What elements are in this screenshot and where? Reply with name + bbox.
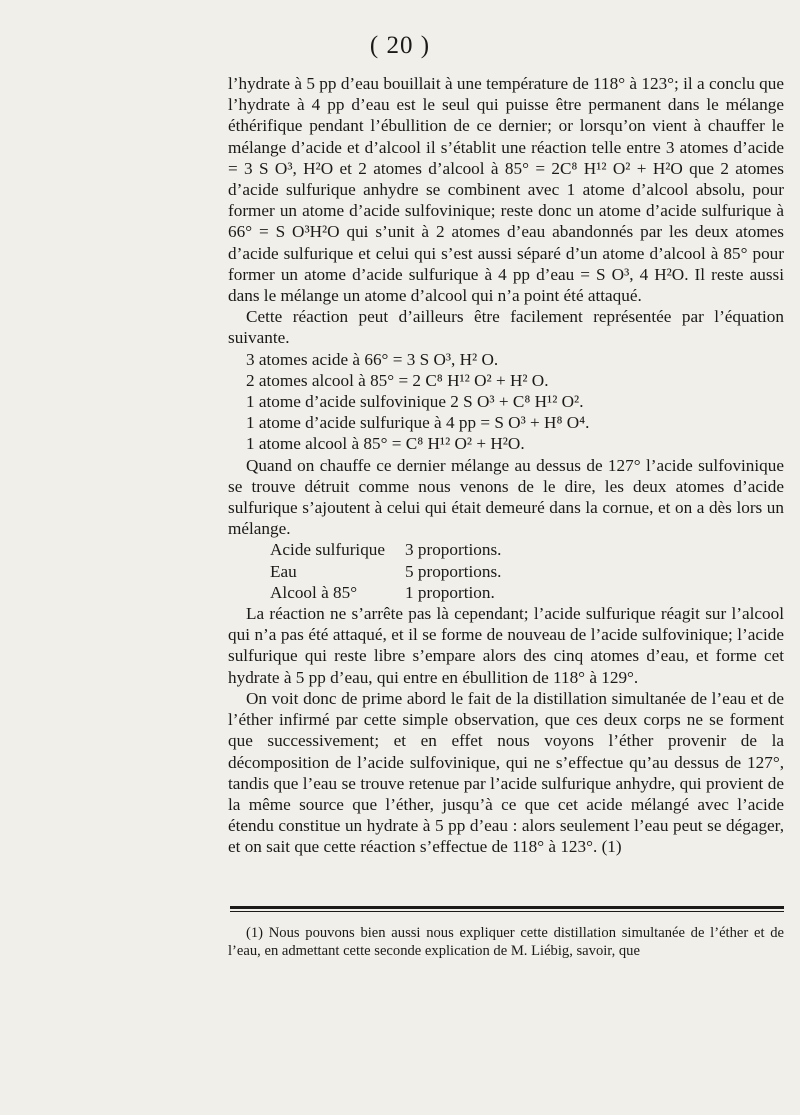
- mixture-name: Acide sulfurique: [270, 540, 386, 560]
- equation-list: [228, 349, 784, 455]
- equation-line: 1 atome alcool à 85° = C⁸ H¹² O² + H²O.: [246, 434, 525, 454]
- footnote: (1) Nous pouvons bien aussi nous expliquer cette distillation simultanée de l’éther et de l’eau, en admettant cette seconde explication de M. Liébig, savoir, que: [228, 925, 784, 959]
- equation-line: 3 atomes acide à 66° = 3 S O³, H² O.: [246, 349, 499, 369]
- paragraph-3: Quand on chauffe ce dernier mélange au dessus de 127° l’acide sulfovinique se trouve détruit comme nous venons de le dire, les deux atomes d’acide sulfurique s’ajoutent à celui qui était demeuré dans la cornue, et on a dès lors un mélange.: [228, 455, 784, 539]
- mixture-amount: 3 proportions.: [405, 540, 502, 560]
- main-text: [228, 73, 784, 858]
- equation-line: 1 atome d’acide sulfovinique 2 S O³ + C⁸ H¹² O².: [246, 392, 584, 412]
- paragraph-4: La réaction ne s’arrête pas là cependant; l’acide sulfurique réagit sur l’alcool qui n’a pas été attaqué, et il se forme de nouveau de l’acide sulfovinique; l’acide sulfurique qui reste libre s’empare alors des cinq atomes d’eau, et forme cet hydrate à 5 pp d’eau, qui entre en ébullition de 118° à 129°.: [228, 604, 784, 687]
- page-number: ( 20 ): [369, 32, 431, 59]
- paragraph-1: l’hydrate à 5 pp d’eau bouillait à une température de 118° à 123°; il a conclu que l’hydrate à 4 pp d’eau est le seul qui puisse être permanent dans le mélange éthérifique pendant l’ébullition de ce dernier; or lorsqu’on vient à chauffer le mélange d’acide et d’alcool il s’établit une réaction telle entre 3 atomes d’acide = 3 S O³, H²O et 2 atomes d’alcool à 85° = 2C⁸ H¹² O² + H²O que 2 atomes d’acide sulfurique anhydre se combinent avec 1 atome d’alcool absolu, pour former un atome d’acide sulfovinique; reste donc un atome d’acide sulfurique à 66° = S O³H²O qui s’unit à 2 atomes d’eau abandonnés par les deux atomes d’acide sulfurique et celui qui s’est aussi séparé d’un atome d’alcool à 85° pour former un atome d’acide sulfurique à 4 pp d’eau = S O³, 4 H²O. Il reste aussi dans le mélange un atome d’alcool qui n’a point été attaqué.: [228, 74, 784, 306]
- paragraph-5: On voit donc de prime abord le fait de la distillation simultanée de l’eau et de l’éther infirmé par cette simple observation, que ces deux corps ne se forment que successivement; et en effet nous voyons l’éther provenir de la décomposition de l’acide sulfovinique, qui ne s’effectue qu’au dessus de 127°, tandis que l’eau se trouve retenue par l’acide sulfurique anhydre, qui provient de la même source que l’éther, jusqu’à ce que cet acide mélangé avec l’acide étendu constitue un hydrate à 5 pp d’eau : alors seulement l’eau peut se dégager, et on sait que cette réaction s’effectue de 118° à 123°. (1): [228, 688, 784, 857]
- mixture-amount: 1 proportion.: [405, 582, 495, 602]
- mixture-table: [228, 539, 784, 603]
- mixture-amount: 5 proportions.: [405, 561, 502, 581]
- mixture-name: Eau: [270, 561, 297, 581]
- equation-line: 1 atome d’acide sulfurique à 4 pp = S O³ + H⁸ O⁴.: [246, 413, 590, 433]
- mixture-name: Alcool à 85°: [270, 582, 358, 602]
- paragraph-2: Cette réaction peut d’ailleurs être facilement représentée par l’équation suivante.: [228, 307, 784, 348]
- equation-line: 2 atomes alcool à 85° = 2 C⁸ H¹² O² + H² O.: [246, 370, 549, 390]
- footnote-divider-thin: [230, 911, 784, 912]
- footnote-divider: [230, 906, 784, 909]
